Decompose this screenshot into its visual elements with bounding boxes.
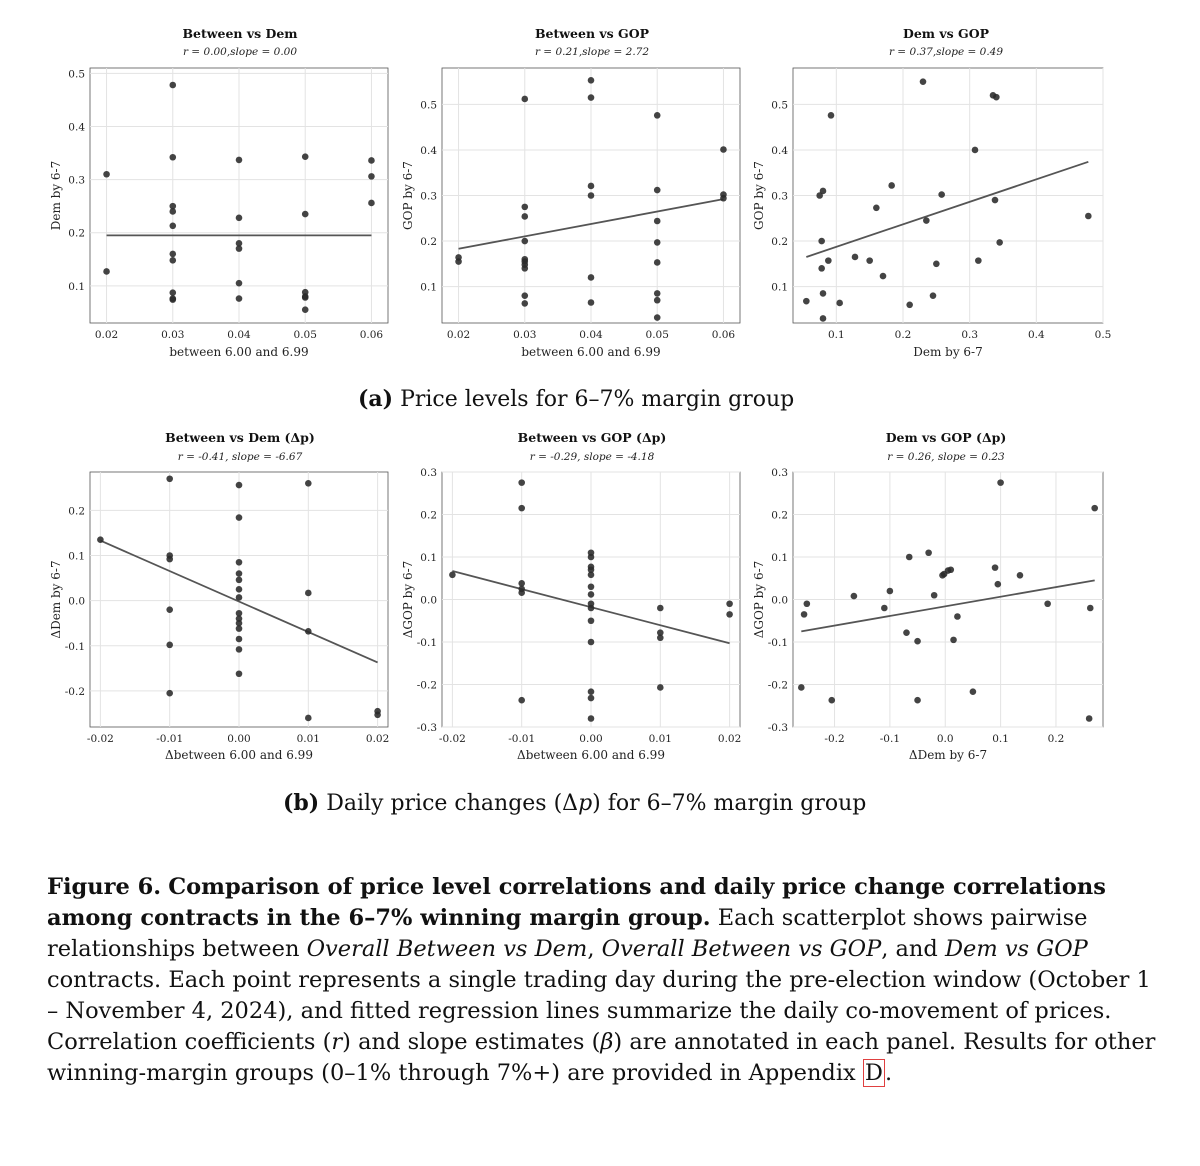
y-tick-label: 0.2 xyxy=(68,505,85,518)
data-point xyxy=(236,625,243,632)
subcaption-a-text: Price levels for 6–7% margin group xyxy=(400,387,795,412)
data-point xyxy=(236,514,243,521)
data-point xyxy=(236,157,243,164)
y-tick-label: 0.5 xyxy=(771,99,788,112)
data-point xyxy=(449,572,456,579)
data-point xyxy=(588,299,595,306)
y-tick-label: -0.2 xyxy=(767,679,788,692)
caption-em1: Overall Between vs Dem xyxy=(306,936,588,962)
data-point xyxy=(302,153,309,160)
data-point xyxy=(920,78,927,85)
data-point xyxy=(972,147,979,154)
panel-title: Between vs GOP (Δp) xyxy=(517,430,667,445)
y-tick-label: 0.3 xyxy=(68,174,85,187)
data-point xyxy=(305,628,312,635)
y-tick-label: 0.0 xyxy=(771,594,788,607)
y-tick-label: 0.2 xyxy=(771,509,788,522)
panel-between-vs-gop-levels xyxy=(401,26,740,359)
data-point xyxy=(654,259,661,266)
x-tick-label: 0.4 xyxy=(1027,329,1045,341)
data-point xyxy=(236,482,243,489)
data-point xyxy=(588,617,595,624)
data-point xyxy=(588,591,595,598)
caption-seg6: ) are annotated in each panel. Results for other winning-margin groups (0–1% through 7%+) are provided in Appendix xyxy=(47,1029,1156,1086)
data-point xyxy=(820,315,827,322)
x-tick-label: 0.01 xyxy=(648,733,672,745)
data-point xyxy=(103,268,110,275)
data-point xyxy=(169,222,176,229)
y-axis-label: GOP by 6-7 xyxy=(401,161,415,230)
data-point xyxy=(368,173,375,180)
y-tick-label: 0.1 xyxy=(68,280,85,293)
data-point xyxy=(166,556,173,563)
data-point xyxy=(588,715,595,722)
x-tick-label: -0.02 xyxy=(86,733,114,745)
panel-title: Dem vs GOP (Δp) xyxy=(885,430,1007,445)
y-tick-label: 0.5 xyxy=(68,68,85,81)
data-point xyxy=(305,480,312,487)
figure-caption xyxy=(47,872,1157,1089)
data-point xyxy=(236,646,243,653)
panel-between-vs-dem-changes xyxy=(49,430,389,762)
data-point xyxy=(931,592,938,599)
data-point xyxy=(588,572,595,579)
panel-dem-vs-gop-changes xyxy=(752,430,1103,762)
panel-subtitle: r = -0.29, slope = -4.18 xyxy=(529,451,655,463)
data-point xyxy=(518,505,525,512)
data-point xyxy=(654,290,661,297)
data-point xyxy=(930,292,937,299)
data-point xyxy=(521,213,528,220)
data-point xyxy=(588,94,595,101)
data-point xyxy=(852,254,859,261)
data-point xyxy=(914,638,921,645)
data-point xyxy=(374,712,381,719)
caption-seg4: contracts. Each point represents a single trading day during the pre-election window (October 1 – November 4, 2024), and fitted regression lines summarize the daily co-movement of prices. Correlation coefficients ( xyxy=(47,967,1151,1055)
caption-em4: r xyxy=(331,1029,343,1055)
panel-subtitle: r = 0.00,slope = 0.00 xyxy=(182,46,298,58)
y-tick-label: 0.1 xyxy=(420,281,437,294)
y-tick-label: 0.1 xyxy=(771,552,788,564)
y-tick-label: 0.0 xyxy=(420,594,437,607)
data-point xyxy=(825,257,832,264)
data-point xyxy=(947,566,954,573)
data-point xyxy=(236,577,243,584)
data-point xyxy=(801,611,808,618)
caption-em5: β xyxy=(600,1029,614,1055)
data-point xyxy=(588,183,595,190)
x-axis-label: between 6.00 and 6.99 xyxy=(169,345,309,359)
data-point xyxy=(881,605,888,612)
x-tick-label: 0.2 xyxy=(894,329,912,341)
data-point xyxy=(521,300,528,307)
subcaption-b-text-post: ) for 6–7% margin group xyxy=(592,791,867,816)
data-point xyxy=(903,629,910,636)
x-tick-label: 0.1 xyxy=(827,329,845,341)
y-tick-label: 0.3 xyxy=(420,190,437,203)
data-point xyxy=(236,295,243,302)
x-tick-label: 0.0 xyxy=(936,733,954,745)
appendix-reference-link[interactable]: D xyxy=(864,1060,883,1086)
data-point xyxy=(236,245,243,252)
y-tick-label: -0.3 xyxy=(767,722,788,734)
data-point xyxy=(236,594,243,601)
data-point xyxy=(657,684,664,691)
data-point xyxy=(166,606,173,613)
data-point xyxy=(906,301,913,308)
data-point xyxy=(654,297,661,304)
subcaption-a xyxy=(358,386,794,412)
data-point xyxy=(588,695,595,702)
data-point xyxy=(169,154,176,161)
data-point xyxy=(654,187,661,194)
data-point xyxy=(305,715,312,722)
data-point xyxy=(518,479,525,486)
data-point xyxy=(914,697,921,704)
x-tick-label: -0.2 xyxy=(824,733,845,745)
y-tick-label: -0.2 xyxy=(416,679,437,692)
data-point xyxy=(798,684,805,691)
data-point xyxy=(236,215,243,222)
data-point xyxy=(997,479,1004,486)
panel-dem-vs-gop-levels xyxy=(752,26,1111,359)
data-point xyxy=(654,239,661,246)
x-tick-label: 0.03 xyxy=(513,329,537,341)
panel-title: Between vs Dem (Δp) xyxy=(165,430,315,445)
caption-em3: Dem vs GOP xyxy=(944,936,1088,962)
data-point xyxy=(938,191,945,198)
x-tick-label: 0.03 xyxy=(161,329,185,341)
y-tick-label: 0.4 xyxy=(420,144,437,157)
caption-seg5: ) and slope estimates ( xyxy=(342,1029,601,1055)
data-point xyxy=(518,697,525,704)
x-tick-label: 0.02 xyxy=(365,733,390,745)
data-point xyxy=(654,218,661,225)
y-tick-label: -0.1 xyxy=(64,640,85,653)
caption-em2: Overall Between vs GOP xyxy=(601,936,882,962)
x-tick-label: 0.02 xyxy=(717,733,742,745)
data-point xyxy=(236,570,243,577)
data-point xyxy=(169,208,176,215)
y-tick-label: 0.1 xyxy=(68,550,85,563)
y-tick-label: -0.1 xyxy=(767,637,788,649)
data-point xyxy=(236,586,243,593)
data-point xyxy=(305,590,312,597)
x-tick-label: -0.01 xyxy=(508,733,536,745)
y-tick-label: 0.1 xyxy=(771,281,788,294)
data-point xyxy=(1091,505,1098,512)
x-tick-label: 0.02 xyxy=(94,329,119,341)
caption-seg7: . xyxy=(884,1060,893,1086)
panel-title: Between vs Dem xyxy=(182,26,298,41)
y-tick-label: -0.3 xyxy=(416,722,437,734)
y-tick-label: 0.2 xyxy=(771,236,788,249)
panel-subtitle: r = -0.41, slope = -6.67 xyxy=(177,451,303,463)
data-point xyxy=(950,637,957,644)
data-point xyxy=(455,258,462,265)
data-point xyxy=(804,600,811,607)
data-point xyxy=(992,197,999,204)
data-point xyxy=(873,204,880,211)
data-point xyxy=(588,192,595,199)
x-axis-label: Dem by 6-7 xyxy=(913,345,983,359)
data-point xyxy=(720,146,727,153)
data-point xyxy=(588,639,595,646)
x-tick-label: 0.04 xyxy=(227,329,251,341)
data-point xyxy=(925,549,932,556)
data-point xyxy=(302,306,309,313)
x-axis-label: Δbetween 6.00 and 6.99 xyxy=(165,748,313,762)
data-point xyxy=(166,475,173,482)
data-point xyxy=(169,289,176,296)
panel-subtitle: r = 0.37,slope = 0.49 xyxy=(888,46,1004,58)
panel-subtitle: r = 0.26, slope = 0.23 xyxy=(887,451,1005,463)
subcaption-b-text-pre: Daily price changes (Δ xyxy=(326,791,579,816)
x-tick-label: 0.02 xyxy=(446,329,471,341)
data-point xyxy=(726,611,733,618)
data-point xyxy=(996,239,1003,246)
x-tick-label: 0.3 xyxy=(961,329,979,341)
data-point xyxy=(302,211,309,218)
x-tick-label: 0.00 xyxy=(227,733,251,745)
y-tick-label: 0.0 xyxy=(68,595,85,608)
data-point xyxy=(169,296,176,303)
data-point xyxy=(521,96,528,103)
y-tick-label: 0.3 xyxy=(771,467,788,479)
data-point xyxy=(1085,213,1092,220)
data-point xyxy=(836,300,843,307)
y-tick-label: 0.2 xyxy=(420,509,437,522)
data-point xyxy=(818,238,825,245)
data-point xyxy=(887,588,894,595)
data-point xyxy=(302,294,309,301)
y-tick-label: 0.4 xyxy=(68,121,85,134)
data-point xyxy=(923,217,930,224)
subcaption-b-text-var: p xyxy=(578,791,593,816)
panel-between-vs-gop-changes xyxy=(401,430,741,762)
caption-seg3: , and xyxy=(881,936,945,962)
data-point xyxy=(588,77,595,84)
x-tick-label: 0.05 xyxy=(293,329,317,341)
x-tick-label: -0.01 xyxy=(156,733,184,745)
data-point xyxy=(521,265,528,272)
data-point xyxy=(236,559,243,566)
y-axis-label: ΔGOP by 6-7 xyxy=(401,560,415,639)
panel-subtitle: r = 0.21,slope = 2.72 xyxy=(534,46,650,58)
data-point xyxy=(521,204,528,211)
y-tick-label: 0.5 xyxy=(420,99,437,112)
subcaption-b xyxy=(283,790,866,816)
panel-between-vs-dem-levels xyxy=(49,26,388,359)
subcaption-a-label: (a) xyxy=(358,386,394,412)
data-point xyxy=(166,690,173,697)
x-axis-label: between 6.00 and 6.99 xyxy=(521,345,661,359)
data-point xyxy=(368,200,375,207)
data-point xyxy=(368,157,375,164)
data-point xyxy=(1087,605,1094,612)
data-point xyxy=(236,280,243,287)
x-tick-label: 0.1 xyxy=(992,733,1009,745)
y-tick-label: 0.1 xyxy=(420,552,437,564)
x-tick-label: 0.06 xyxy=(711,329,736,341)
data-point xyxy=(236,636,243,643)
data-point xyxy=(880,273,887,280)
data-point xyxy=(1044,600,1051,607)
y-axis-label: ΔDem by 6-7 xyxy=(49,560,63,639)
data-point xyxy=(521,238,528,245)
data-point xyxy=(236,670,243,677)
x-tick-label: -0.1 xyxy=(879,733,900,745)
data-point xyxy=(169,257,176,264)
data-point xyxy=(588,583,595,590)
panel-title: Dem vs GOP xyxy=(903,26,989,41)
data-point xyxy=(866,257,873,264)
data-point xyxy=(906,554,913,561)
data-point xyxy=(992,564,999,571)
data-point xyxy=(1017,572,1024,579)
data-point xyxy=(726,600,733,607)
y-tick-label: 0.3 xyxy=(420,467,437,479)
data-point xyxy=(657,634,664,641)
caption-label: Figure 6. xyxy=(47,874,162,900)
data-point xyxy=(654,314,661,321)
data-point xyxy=(97,536,104,543)
x-tick-label: -0.02 xyxy=(438,733,466,745)
data-point xyxy=(933,261,940,268)
x-tick-label: 0.06 xyxy=(359,329,384,341)
data-point xyxy=(851,593,858,600)
data-point xyxy=(888,182,895,189)
y-tick-label: 0.2 xyxy=(68,227,85,240)
y-axis-label: GOP by 6-7 xyxy=(752,161,766,230)
data-point xyxy=(657,605,664,612)
x-axis-label: Δbetween 6.00 and 6.99 xyxy=(517,748,665,762)
y-axis-label: ΔGOP by 6-7 xyxy=(752,560,766,639)
subcaption-b-label: (b) xyxy=(283,790,320,816)
data-point xyxy=(970,688,977,695)
data-point xyxy=(521,292,528,299)
data-point xyxy=(820,188,827,195)
y-tick-label: 0.4 xyxy=(771,144,788,157)
y-tick-label: -0.2 xyxy=(64,685,85,698)
data-point xyxy=(828,112,835,119)
caption-bold-title: Comparison of price level correlations and daily price change correlations among contracts in the 6–7% winning margin group. xyxy=(47,874,1106,931)
data-point xyxy=(975,257,982,264)
x-tick-label: 0.2 xyxy=(1047,733,1065,745)
data-point xyxy=(169,251,176,258)
data-point xyxy=(995,581,1002,588)
data-point xyxy=(720,195,727,202)
data-point xyxy=(588,554,595,561)
x-tick-label: 0.01 xyxy=(296,733,320,745)
x-tick-label: 0.04 xyxy=(579,329,603,341)
data-point xyxy=(820,290,827,297)
x-tick-label: 0.5 xyxy=(1094,329,1112,341)
data-point xyxy=(954,613,961,620)
data-point xyxy=(1086,715,1093,722)
data-point xyxy=(993,94,1000,101)
y-axis-label: Dem by 6-7 xyxy=(49,160,63,231)
data-point xyxy=(166,642,173,649)
panel-title: Between vs GOP xyxy=(534,26,650,41)
data-point xyxy=(828,697,835,704)
caption-seg1: Each scatterplot shows pairwise relationships between xyxy=(47,905,1088,962)
data-point xyxy=(588,688,595,695)
data-point xyxy=(818,265,825,272)
data-point xyxy=(169,82,176,89)
data-point xyxy=(803,298,810,305)
y-tick-label: -0.1 xyxy=(416,637,437,649)
data-point xyxy=(588,274,595,281)
data-point xyxy=(103,171,110,178)
x-axis-label: ΔDem by 6-7 xyxy=(908,748,988,762)
data-point xyxy=(518,589,525,596)
data-point xyxy=(654,112,661,119)
caption-seg2: , xyxy=(587,936,602,962)
y-tick-label: 0.2 xyxy=(420,236,437,249)
data-point xyxy=(588,605,595,612)
y-tick-label: 0.3 xyxy=(771,190,788,203)
x-tick-label: 0.05 xyxy=(645,329,669,341)
x-tick-label: 0.00 xyxy=(579,733,603,745)
